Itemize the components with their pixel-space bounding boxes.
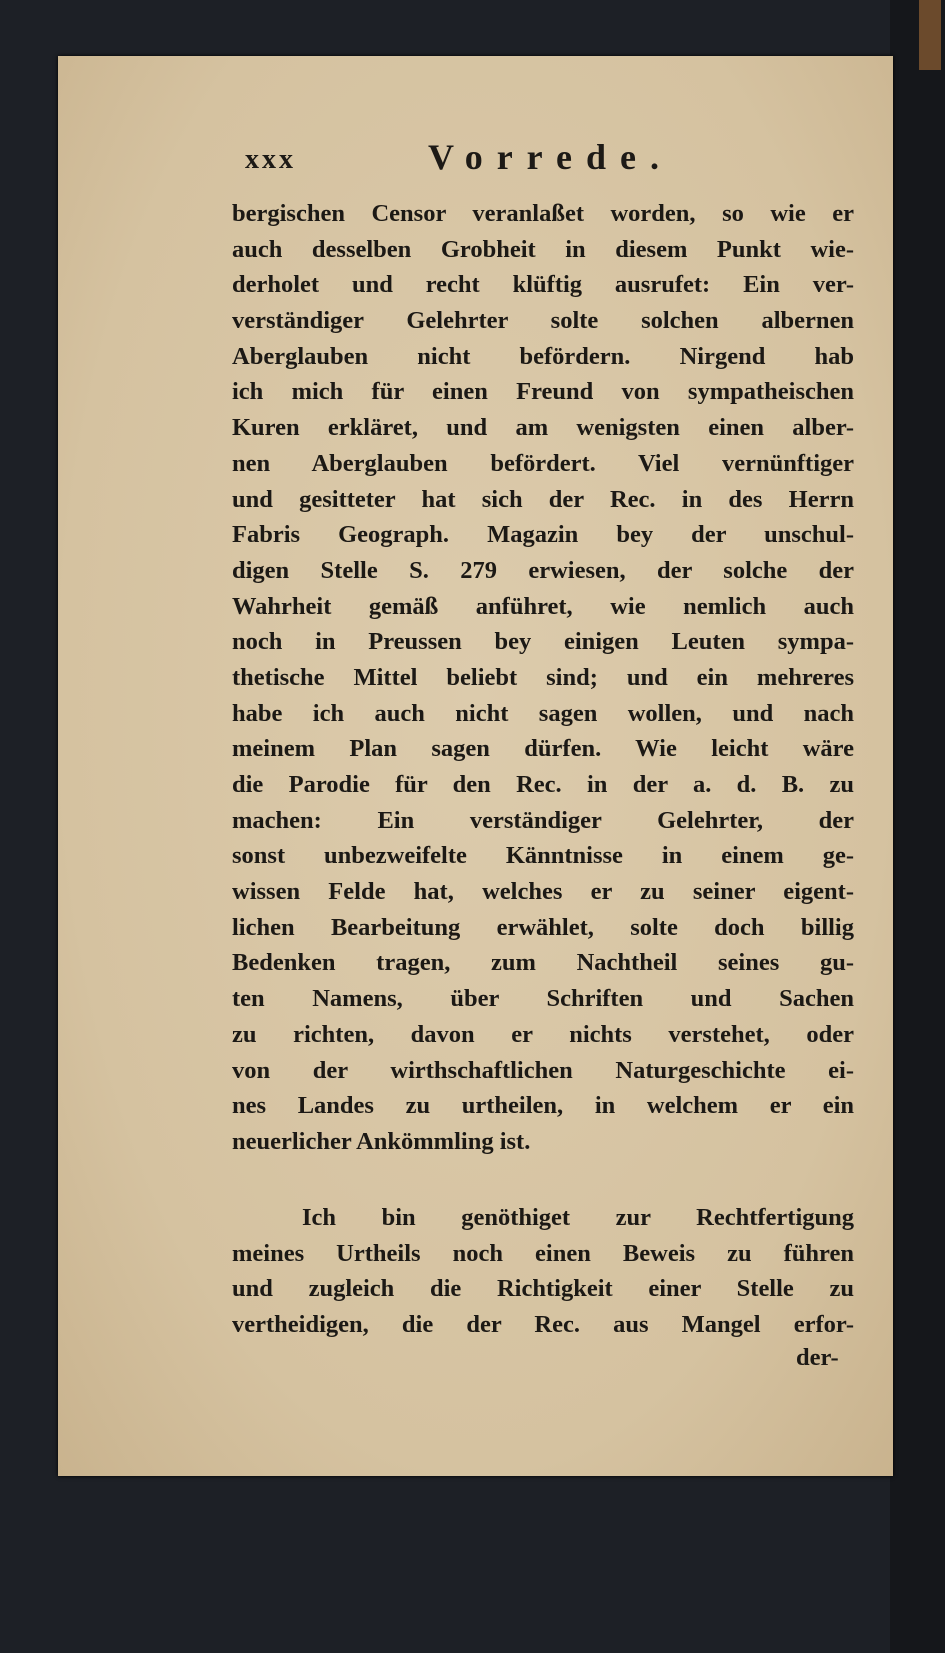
text-line: ich mich für einen Freund von sympatheischen xyxy=(232,378,854,406)
text-line: Kuren erkläret, und am wenigsten einen alber- xyxy=(232,414,854,442)
text-line: vertheidigen, die der Rec. aus Mangel erfor- xyxy=(232,1311,854,1339)
text-line: noch in Preussen bey einigen Leuten sympa- xyxy=(232,628,854,656)
text-line: sonst unbezweifelte Känntnisse in einem ge- xyxy=(232,842,854,870)
text-line: habe ich auch nicht sagen wollen, und nach xyxy=(232,699,854,727)
text-line: meinem Plan sagen dürfen. Wie leicht wäre xyxy=(232,735,854,763)
text-line: Ich bin genöthiget zur Rechtfertigung xyxy=(302,1204,854,1231)
text-line: zu richten, davon er nichts verstehet, oder xyxy=(232,1020,854,1048)
book-edge-tab xyxy=(919,0,941,70)
text-line: Fabris Geograph. Magazin bey der unschul- xyxy=(232,521,854,549)
text-line: ten Namens, über Schriften und Sachen xyxy=(232,985,854,1013)
text-line: und zugleich die Richtigkeit einer Stelle zu xyxy=(232,1275,854,1303)
text-line: nen Aberglauben befördert. Viel vernünftiger xyxy=(232,449,854,477)
text-line: lichen Bearbeitung erwählet, solte doch billig xyxy=(232,913,854,941)
text-line: meines Urtheils noch einen Beweis zu führen xyxy=(232,1239,854,1267)
text-line: Wahrheit gemäß anführet, wie nemlich auch xyxy=(232,592,854,620)
book-page xyxy=(58,56,893,1476)
text-line: von der wirthschaftlichen Naturgeschichte ei- xyxy=(232,1056,854,1084)
text-line: machen: Ein verständiger Gelehrter, der xyxy=(232,806,854,834)
text-line: Bedenken tragen, zum Nachtheil seines gu- xyxy=(232,949,854,977)
catchword: der- xyxy=(796,1344,839,1371)
text-line: nes Landes zu urtheilen, in welchem er ein xyxy=(232,1092,854,1120)
text-line: die Parodie für den Rec. in der a. d. B. zu xyxy=(232,771,854,798)
text-line: thetische Mittel beliebt sind; und ein mehreres xyxy=(232,663,854,691)
text-line: digen Stelle S. 279 erwiesen, der solche der xyxy=(232,556,854,584)
scan-background-edge xyxy=(890,0,945,1653)
text-line: wissen Felde hat, welches er zu seiner eigent- xyxy=(232,878,854,906)
paragraph-1 xyxy=(232,196,854,1160)
page-number: xxx xyxy=(245,144,296,175)
running-title: Vorrede. xyxy=(428,137,673,177)
text-line: bergischen Censor veranlaßet worden, so wie er xyxy=(232,200,854,227)
paragraph-2 xyxy=(232,1200,854,1343)
text-line: verständiger Gelehrter solte solchen albernen xyxy=(232,307,854,335)
text-line: Aberglauben nicht befördern. Nirgend hab xyxy=(232,342,854,370)
text-line: neuerlicher Ankömmling ist. xyxy=(232,1127,531,1155)
text-line: und gesitteter hat sich der Rec. in des Herrn xyxy=(232,485,854,513)
text-line: auch desselben Grobheit in diesem Punkt wie- xyxy=(232,235,854,263)
text-line: derholet und recht klüftig ausrufet: Ein ver- xyxy=(232,271,854,299)
